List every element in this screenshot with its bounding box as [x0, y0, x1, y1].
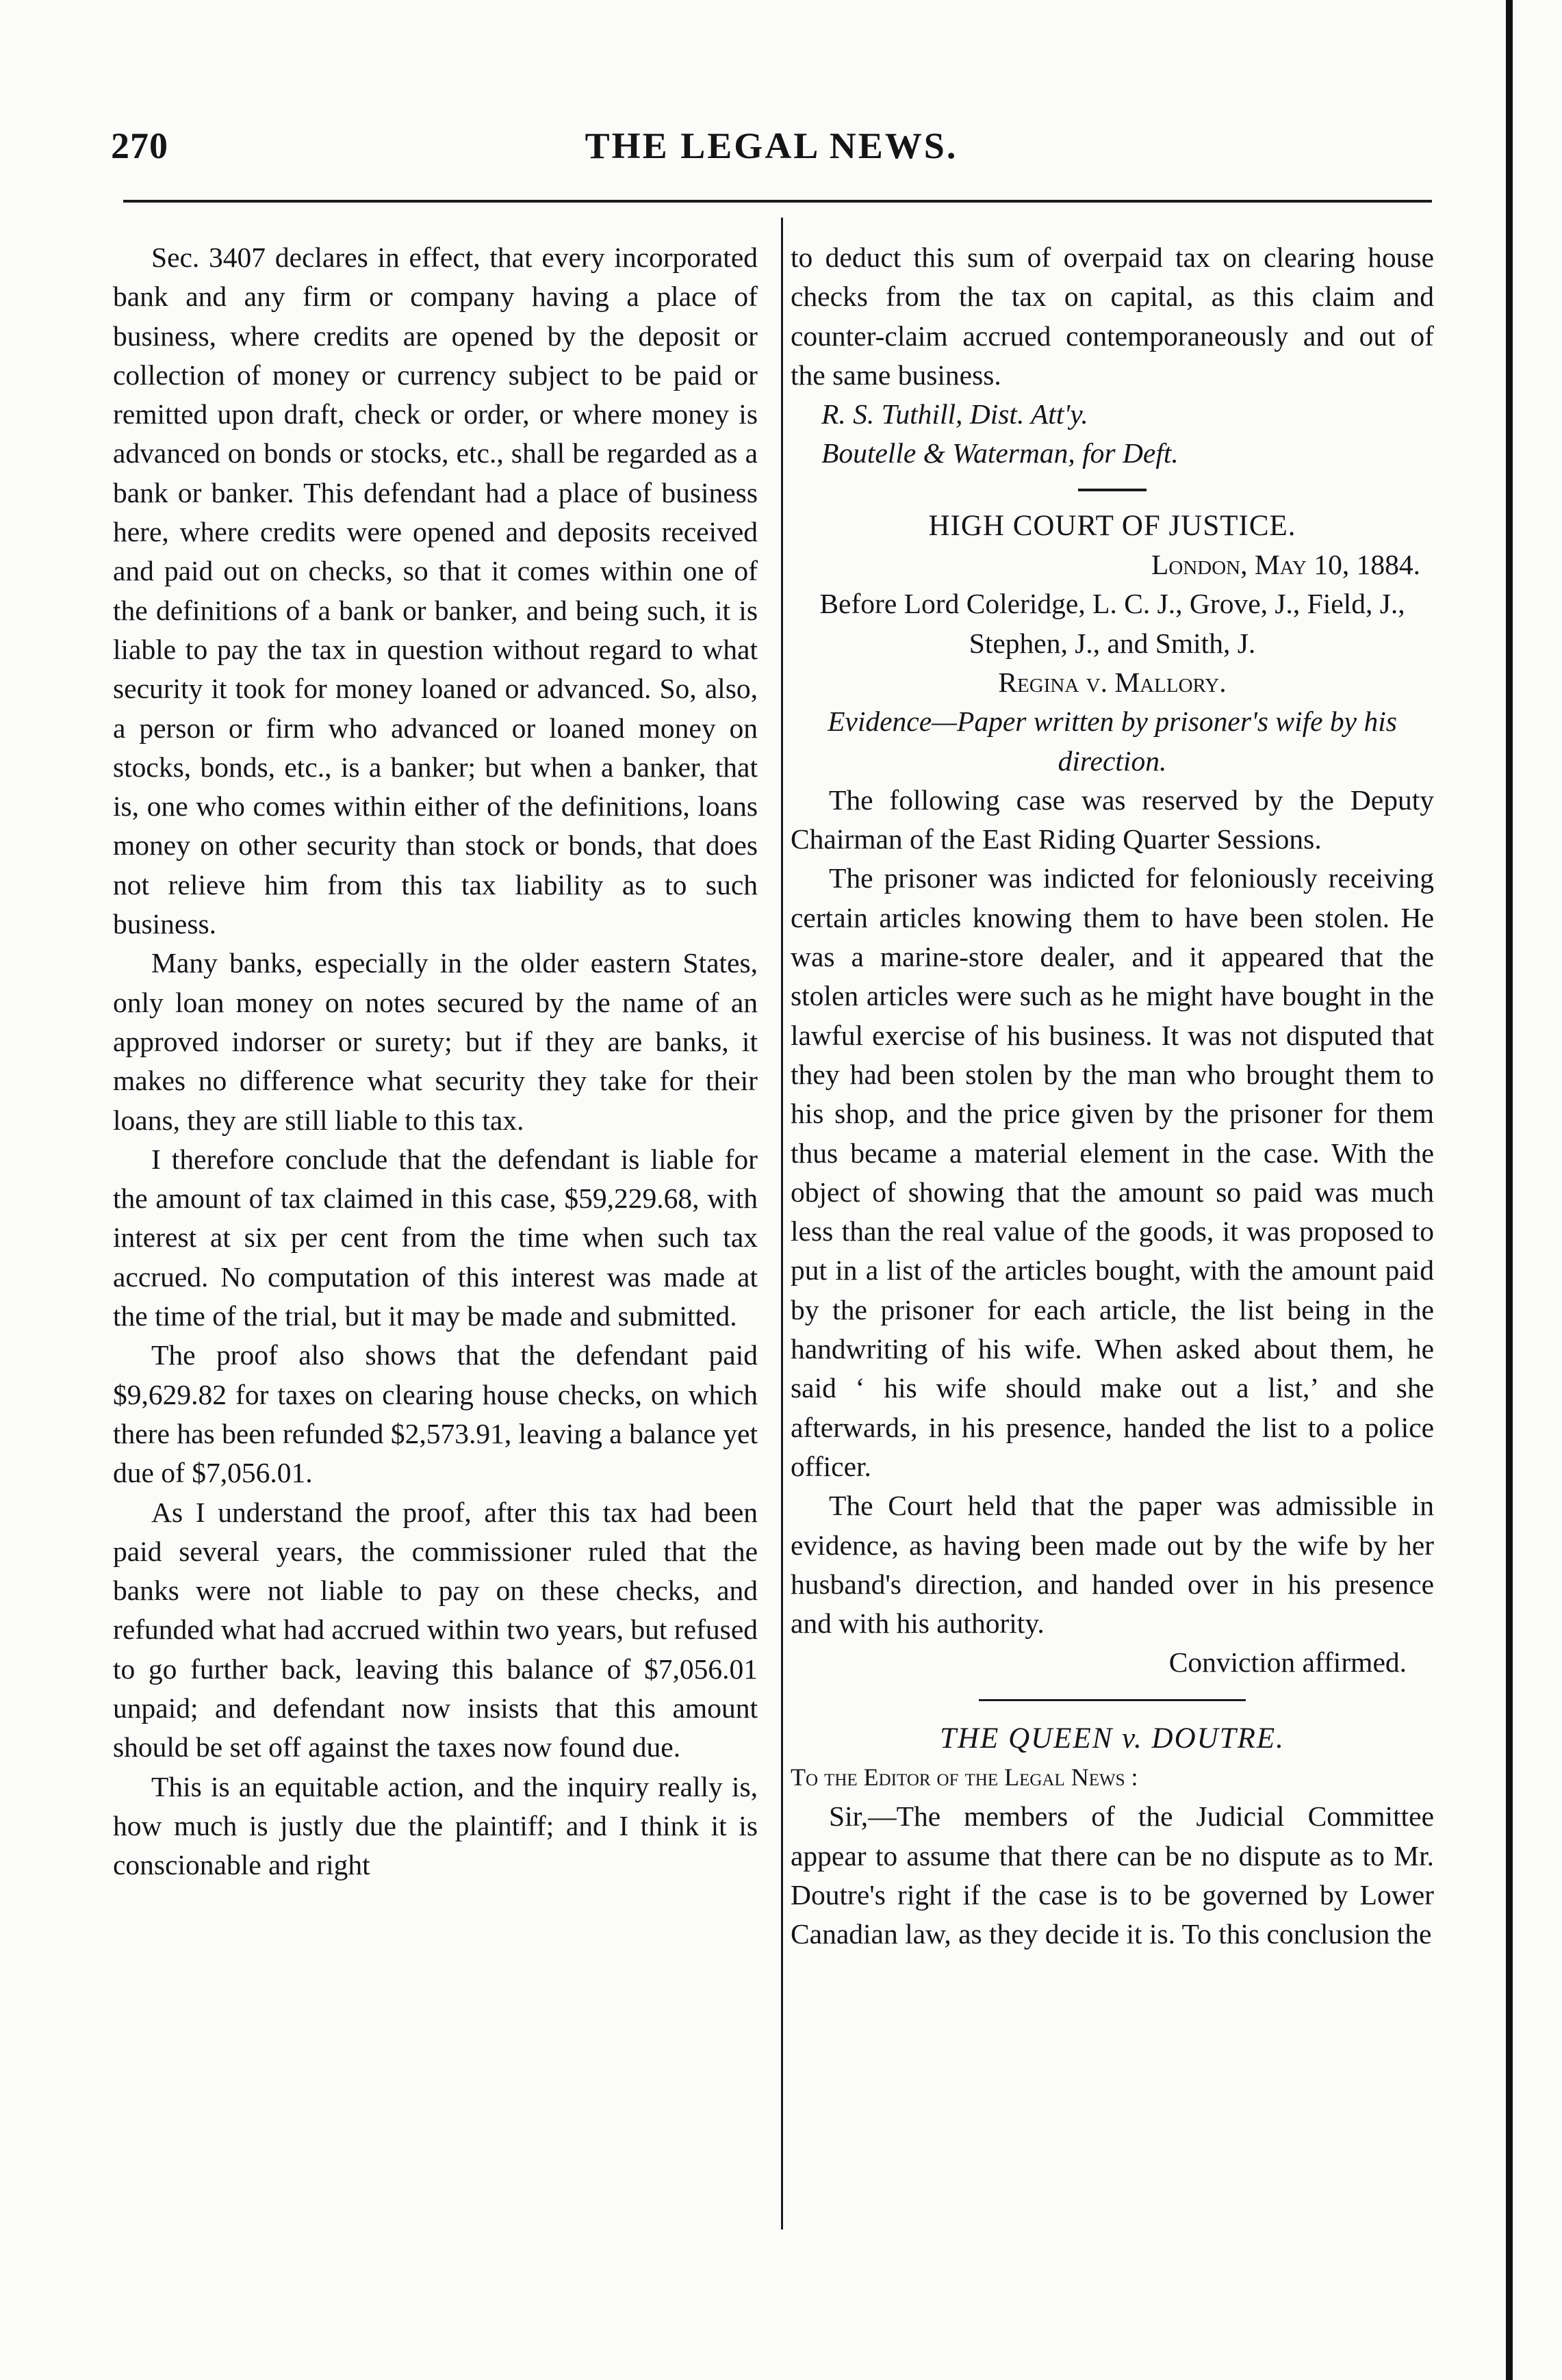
right-column	[791, 238, 1434, 1954]
case-name: Regina v. Mallory.	[998, 666, 1227, 698]
headnote: Evidence—Paper written by prisoner's wife by his direction.	[828, 706, 1397, 777]
signature-counsel: Boutelle & Waterman, for Deft.	[821, 437, 1179, 469]
dateline: London, May 10, 1884.	[1151, 549, 1420, 581]
header-rule	[123, 200, 1432, 203]
publication-title: THE LEGAL NEWS.	[585, 125, 958, 166]
page-number: 270	[111, 125, 168, 166]
column-divider	[781, 218, 783, 2229]
bench: Before Lord Coleridge, L. C. J., Grove, J., Field, J., Stephen, J., and Smith, J.	[819, 588, 1405, 659]
continued-paragraph: to deduct this sum of overpaid tax on clearing house checks from the tax on capital, as this claim and counter-claim accrued contemporaneously and out of the same business.	[791, 242, 1434, 391]
signature-attorney: R. S. Tuthill, Dist. Att'y.	[821, 398, 1088, 430]
paragraph: Sec. 3407 declares in effect, that every incorporated bank and any firm or company having a place of business, where credits are opened by the deposit or collection of money or currency subject to be paid or remitted upon draft, check or order, or where money is advanced on bonds or stocks, etc., shall be regarded as a bank or banker. This defendant had a place of business here, where credits were opened and deposits received and paid out on checks, so that it comes within one of the definitions of a bank or banker, and being such, it is liable to pay the tax in question without regard to what security it took for money loaned or advanced. So, also, a person or firm who advanced or loaned money on stocks, bonds, etc., is a banker; but when a banker, that is, one who comes within either of the definitions, loans money on other security than stock or bonds, that does not relieve him from this tax liability as to such business.	[113, 242, 758, 940]
paragraph: As I understand the proof, after this tax had been paid several years, the commissioner ruled that the banks were not liable to pay on these checks, and refunded what had accrued within two years, but refused to go further back, leaving this balance of $7,056.01 unpaid; and defendant now insists that this amount should be set off against the taxes now found due.	[113, 1496, 758, 1763]
letter-paragraph: Sir,—The members of the Judicial Committee appear to assume that there can be no dispute as to Mr. Doutre's right if the case is to be governed by Lower Canadian law, as they decide it is. To this conclusion the	[791, 1800, 1434, 1950]
editor-salutation: To the Editor of the Legal News :	[791, 1763, 1138, 1791]
paragraph: The prisoner was indicted for feloniously receiving certain articles knowing them to have been stolen. He was a marine-store dealer, and it appeared that the stolen articles were such as he might have bought in the lawful exercise of his business. It was not disputed that they had been stolen by the man who brought them to his shop, and the price given by the prisoner for them thus became a material element in the case. With the object of showing that the amount so paid was much less than the real value of the goods, it was proposed to put in a list of the articles bought, with the amount paid by the prisoner for each article, the list being in the handwriting of his wife. When asked about them, he said ‘ his wife should make out a list,’ and she afterwards, in his presence, handed the list to a police officer.	[791, 862, 1434, 1482]
page-binding-edge	[1506, 0, 1513, 2380]
paragraph: The following case was reserved by the Deputy Chairman of the East Riding Quarter Sessions.	[791, 784, 1434, 855]
left-column	[113, 238, 758, 1885]
section-rule	[1078, 489, 1147, 491]
paragraph: The proof also shows that the defendant paid $9,629.82 for taxes on clearing house checks, on which there has been refunded $2,573.91, leaving a balance yet due of $7,056.01.	[113, 1339, 758, 1489]
second-heading: THE QUEEN v. DOUTRE.	[940, 1722, 1285, 1755]
court-heading: HIGH COURT OF JUSTICE.	[928, 509, 1296, 542]
paragraph: Many banks, especially in the older eastern States, only loan money on notes secured by the name of an approved indorser or surety; but if they are banks, it makes no difference what security they take for their loans, they are still liable to this tax.	[113, 947, 758, 1136]
section-rule	[979, 1699, 1246, 1701]
paragraph: This is an equitable action, and the inquiry really is, how much is justly due the plaintiff; and I think it is conscionable and right	[113, 1770, 758, 1881]
running-header	[111, 125, 1432, 179]
disposition: Conviction affirmed.	[1168, 1646, 1407, 1679]
paragraph: The Court held that the paper was admissible in evidence, as having been made out by the wife by her husband's direction, and handed over in his presence and with his authority.	[791, 1490, 1434, 1640]
paragraph: I therefore conclude that the defendant is liable for the amount of tax claimed in this case, $59,229.68, with interest at six per cent from the time when such tax accrued. No computation of this interest was made at the time of the trial, but it may be made and submitted.	[113, 1143, 758, 1332]
